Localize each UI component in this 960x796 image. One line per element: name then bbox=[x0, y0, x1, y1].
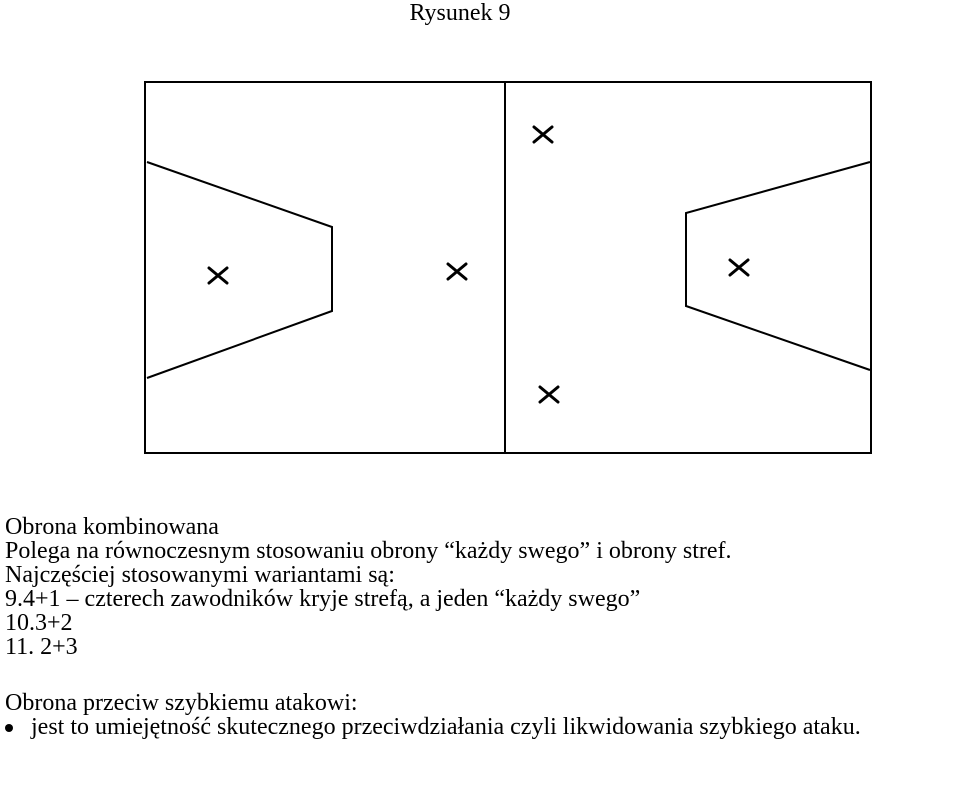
bullet-text: jest to umiejętność skutecznego przeciwdziałania czyli likwidowania szybkiego ataku. bbox=[31, 714, 861, 740]
section-heading: Obrona przeciw szybkiemu atakowi: bbox=[5, 690, 358, 716]
defender-marker bbox=[534, 127, 552, 142]
goal-area-right bbox=[686, 162, 870, 370]
section-heading: Obrona kombinowana bbox=[5, 514, 219, 540]
defender-marker bbox=[209, 268, 227, 283]
list-item: 10.3+2 bbox=[5, 610, 73, 636]
defender-marker bbox=[730, 260, 748, 275]
bullet-icon bbox=[5, 724, 13, 732]
spacer bbox=[5, 659, 861, 691]
figure-caption: Rysunek 9 bbox=[409, 0, 511, 26]
court-right-half bbox=[505, 82, 871, 453]
goal-area-left bbox=[147, 162, 332, 378]
document-text bbox=[5, 515, 861, 739]
bullet-item bbox=[5, 715, 861, 739]
list-item: 9.4+1 – czterech zawodników kryje strefą, a jeden “każdy swego” bbox=[5, 586, 641, 612]
list-item: 11. 2+3 bbox=[5, 634, 78, 660]
defender-marker bbox=[540, 387, 558, 402]
defender-marker bbox=[448, 264, 466, 279]
paragraph-line: Polega na równoczesnym stosowaniu obrony “każdy swego” i obrony stref. bbox=[5, 538, 732, 564]
paragraph-line: Najczęściej stosowanymi wariantami są: bbox=[5, 562, 395, 588]
